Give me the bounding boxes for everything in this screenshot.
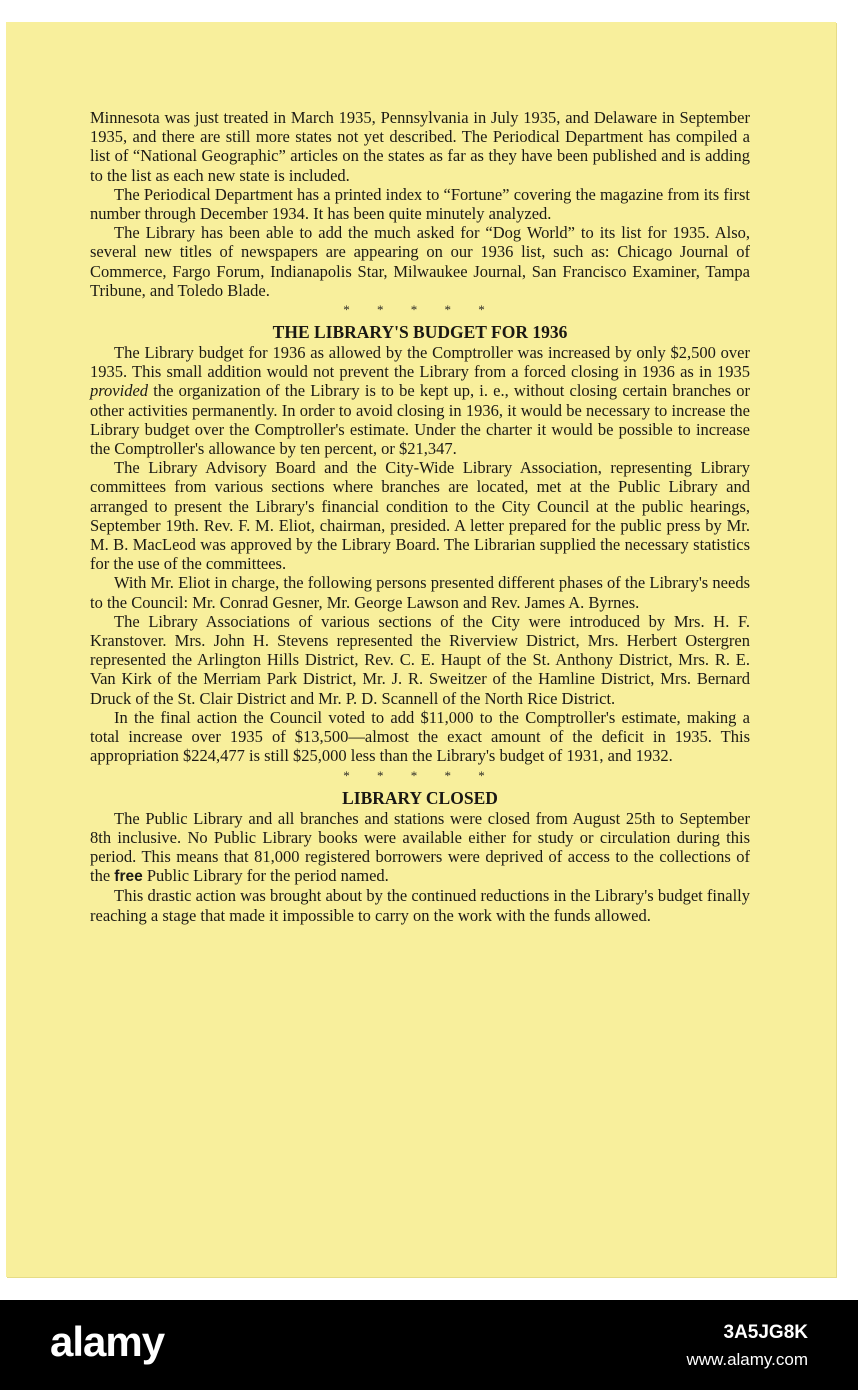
paragraph-dog-world: The Library has been able to add the much asked for “Dog World” to its list for 1935. Also, several new titles of newspapers are appearing on our 1936 list, such as: Chicago Journal of Commerce, Fargo Forum, Indianapolis Star, Milwaukee Journal, San Francisco Examiner, Tampa Tribune, and Toledo Blade. <box>90 223 750 300</box>
paragraph-final-action: In the final action the Council voted to add $11,000 to the Comptroller's estimate, making a total increase over 1935 of $13,500—almost the exact amount of the deficit in 1935. This appropriation $224,477 is still $25,000 less than the Library's budget of 1931, and 1932. <box>90 707 750 766</box>
paragraph-national-geographic: Minnesota was just treated in March 1935, Pennsylvania in July 1935, and Delaware in September 1935, and there are still more states not yet described. The Periodical Department has compiled a list of “National Geographic” articles on the states as far as they have been published and is adding to the list as each new state is included. <box>90 108 750 185</box>
paragraph-fortune-index: The Periodical Department has a printed index to “Fortune” covering the magazine from its first number through December 1934. It has been quite minutely analyzed. <box>90 184 750 224</box>
closed-heading: LIBRARY CLOSED <box>342 787 498 808</box>
paragraph-library-closed: The Public Library and all branches and stations were closed from August 25th to September 8th inclusive. No Public Library books were available either for study or circulation during this period. This means that 81,000 registered borrowers were deprived of access to the collections of the free Public Library for the period named. <box>90 808 750 886</box>
image-code: 3A5JG8K <box>723 1322 808 1343</box>
scanned-page <box>6 22 836 1277</box>
footer-url: www.alamy.com <box>686 1350 808 1369</box>
paragraph-library-associations: The Library Associations of various sections of the City were introduced by Mrs. H. F. Kranstover. Mrs. John H. Stevens represented the Riverview District, Mrs. Herbert Ostergren represented the Arlington Hills District, Rev. C. E. Haupt of the St. Anthony District, Mrs. R. E. Van Kirk of the Merriam Park District, Mr. J. R. Sweitzer of the Hamline District, Mrs. Bernard Druck of the St. Clair District and Mr. P. D. Scannell of the North Rice District. <box>90 611 750 708</box>
paragraph-advisory-board: The Library Advisory Board and the City-Wide Library Association, representing Library committees from various sections where branches are located, met at the Public Library and arranged to present the Library's financial condition to the City Council at the public hearings, September 19th. Rev. F. M. Eliot, chairman, presided. A letter prepared for the public press by Mr. M. B. MacLeod was approved by the Library Board. The Librarian supplied the necessary statistics for the use of the committees. <box>90 458 750 574</box>
paragraph-budget-allowed: The Library budget for 1936 as allowed by the Comptroller was increased by only $2,500 over 1935. This small addition would not prevent the Library from a forced closing in 1936 as in 1935 provided the organization of the Library is to be kept up, i. e., without closing certain branches or other activities permanently. In order to avoid closing in 1936, it would be necessary to increase the Library budget over the Comptroller's estimate. Under the charter it would be possible to increase the Comptroller's allowance by ten percent, or $21,347. <box>90 343 750 459</box>
brand-logo: alamy <box>50 1318 165 1365</box>
paragraph-eliot-presenters: With Mr. Eliot in charge, the following persons presented different phases of the Library's needs to the Council: Mr. Conrad Gesner, Mr. George Lawson and Rev. James A. Byrnes. <box>90 573 750 612</box>
paragraph-drastic-action: This drastic action was brought about by the continued reductions in the Library's budget finally reaching a stage that made it impossible to carry on the work with the funds allowed. <box>90 886 750 925</box>
page-text <box>90 108 750 925</box>
section-separator-2: * * * * * <box>343 767 497 783</box>
section-separator: * * * * * <box>343 302 497 318</box>
emphasis-provided: provided <box>90 381 149 401</box>
emphasis-free: free <box>114 868 143 886</box>
budget-heading: THE LIBRARY'S BUDGET FOR 1936 <box>272 322 568 343</box>
